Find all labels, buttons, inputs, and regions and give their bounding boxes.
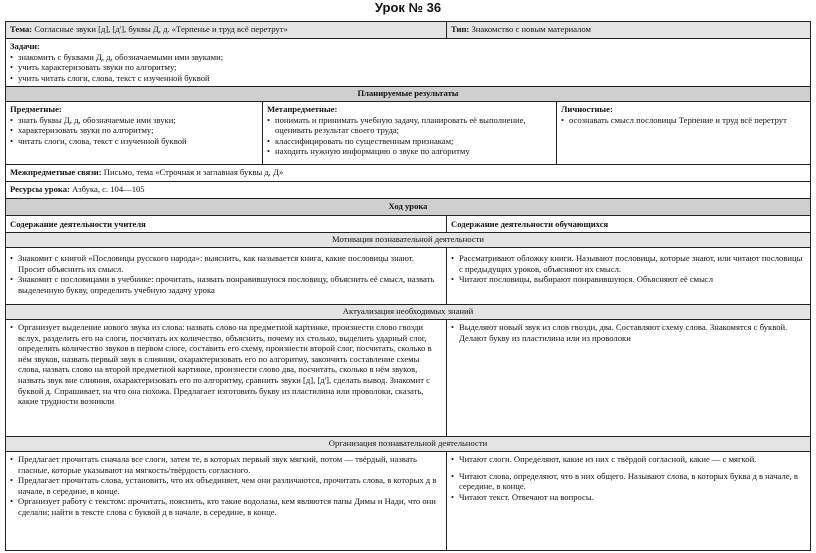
results-personal	[557, 102, 810, 164]
lesson-title: Урок № 36	[374, 0, 442, 15]
task-item: • знакомить с буквами Д, д, обозначаемыми ими звуками;	[10, 52, 806, 63]
results-header: Планируемые результаты	[6, 87, 810, 101]
tasks-label: Задачи:	[10, 41, 40, 51]
meta-item: • находить нужную информацию о звуке по алгоритму	[267, 146, 551, 157]
type-text: Знакомство с новым материалом	[471, 24, 591, 34]
subject-item: • читать слоги, слова, текст с изученной буквой	[10, 136, 257, 147]
section-title: Организация познавательной деятельности	[6, 437, 810, 451]
subject-item: • знать буквы Д, д, обозначаемые ими звуки;	[10, 115, 257, 126]
theme-text: Согласные звуки [д], [д'], буквы Д, д. «Терпенье и труд всё перетрут»	[34, 24, 288, 34]
subject-label: Предметные:	[10, 104, 62, 114]
resources-text: Азбука, с. 104—105	[72, 184, 145, 194]
teacher-item: • Знакомит с книгой «Пословицы русского народа»: выяснить, как называется книга, какие пословицы знают. Просит объяснить их смысл.	[10, 253, 442, 274]
student-item: • Читают слова, определяют, что в них общего. Называют слова, в которых буква д в начале, в середине, в конце.	[451, 471, 806, 492]
tasks-list	[10, 52, 806, 84]
links-label: Межпредметные связи:	[10, 167, 102, 177]
theme-label: Тема:	[10, 24, 33, 34]
section-students	[447, 248, 810, 304]
resources-label: Ресурсы урока:	[10, 184, 70, 194]
section-title: Мотивация познавательной деятельности	[6, 233, 810, 247]
type-cell	[447, 22, 810, 38]
student-item: • Выделяют новый звук из слов гвозди, два. Составляют схему слова. Знакомятся с буквой. Делают букву из пластилина или из проволоки	[451, 322, 806, 343]
teacher-item: • Организует работу с текстом: прочитать, пояснить, кто такие водолазы, кем являются папы Димы и Нади, что они сделали; найти в тексте слова с буквой д в начале, в середине, в конце.	[10, 496, 442, 517]
task-item: • учить характеризовать звуки по алгоритму;	[10, 62, 806, 73]
results-subject	[6, 102, 261, 164]
teacher-item: • Предлагает прочитать сначала все слоги, затем те, в которых первый звук мягкий, потом — твёрдый, назвать гласные, которые указывают на мягкость/твёрдость согласного.	[10, 454, 442, 475]
type-label: Тип:	[451, 24, 470, 34]
course-header: Ход урока	[6, 199, 810, 215]
task-item: • учить читать слоги, слова, текст с изученной буквой	[10, 73, 806, 84]
student-item: • Читают слоги. Определяют, какие из них с твёрдой согласной, какие — с мягкой.	[451, 454, 806, 465]
student-item: • Читают текст. Отвечают на вопросы.	[451, 492, 806, 503]
section-teacher	[6, 320, 446, 436]
section-students	[447, 452, 810, 550]
results-meta	[263, 102, 555, 164]
teacher-item: • Предлагает прочитать слова, установить, что их объединяет, чем они различаются, прочитать слова, в которых д в начале, в середине, в конце.	[10, 475, 442, 496]
meta-item: • классифицировать по существенным признакам;	[267, 136, 551, 147]
section-teacher	[6, 248, 446, 304]
teacher-item: • Знакомит с пословицами в учебнике: прочитать, назвать понравившуюся пословицу, объяснить её смысл, назвать выделенную букву, определить учебную задачу урока	[10, 274, 442, 295]
student-item: • Читают пословицы, выбирают понравившуюся. Объясняют её смысл	[451, 274, 806, 285]
col-teacher-header: Содержание деятельности учителя	[10, 219, 146, 229]
subject-item: • характеризовать звуки по алгоритму;	[10, 125, 257, 136]
links-text: Письмо, тема «Строчная и заглавная буквы д, Д»	[103, 167, 284, 177]
resources-cell	[6, 182, 810, 198]
tasks-cell	[6, 39, 810, 86]
meta-item: • понимать и принимать учебную задачу, планировать её выполнение, оценивать результат своего труда;	[267, 115, 551, 136]
col-students-header: Содержание деятельности обучающихся	[451, 219, 609, 229]
student-item: • Рассматривают обложку книги. Называют пословицы, которые знают, или читают пословицы с предыдущих уроков, объясняют их смысл.	[451, 253, 806, 274]
links-cell	[6, 165, 810, 181]
personal-label: Личностные:	[561, 104, 613, 114]
section-title: Актуализация необходимых знаний	[6, 305, 810, 319]
section-students	[447, 320, 810, 436]
theme-cell	[6, 22, 446, 38]
teacher-item: • Организует выделение нового звука из слова: назвать слово на предметной картинке, произнести слово гвозди вслух, разделить его на слоги, посчитать их количество, объяснить, почему их столько, выделить ударный слог, определить количество звуков в первом слоге, составить его схему, произнести второй слог, посчитать, сколько в нём звуков, назвать первый звук в слиянии, охарактеризовать его по алгоритму, закончить составление схемы слова, назвать слово на второй предметной картинке, произнести слово два, посчитать, сколько в нём звуков, назвать звук вне слияния, охарактеризовать его по алгоритму, сравнить звуки [д], [д'], сделать вывод. Знакомит с буквой д. Спрашивает, на что она похожа. Предлагает изготовить букву из пластилина или проволоки, сказать, какие трудности возникли	[10, 322, 442, 407]
section-teacher	[6, 452, 446, 550]
meta-label: Метапредметные:	[267, 104, 338, 114]
personal-item: • осознавать смысл пословицы Терпение и труд всё перетрут	[561, 115, 806, 126]
